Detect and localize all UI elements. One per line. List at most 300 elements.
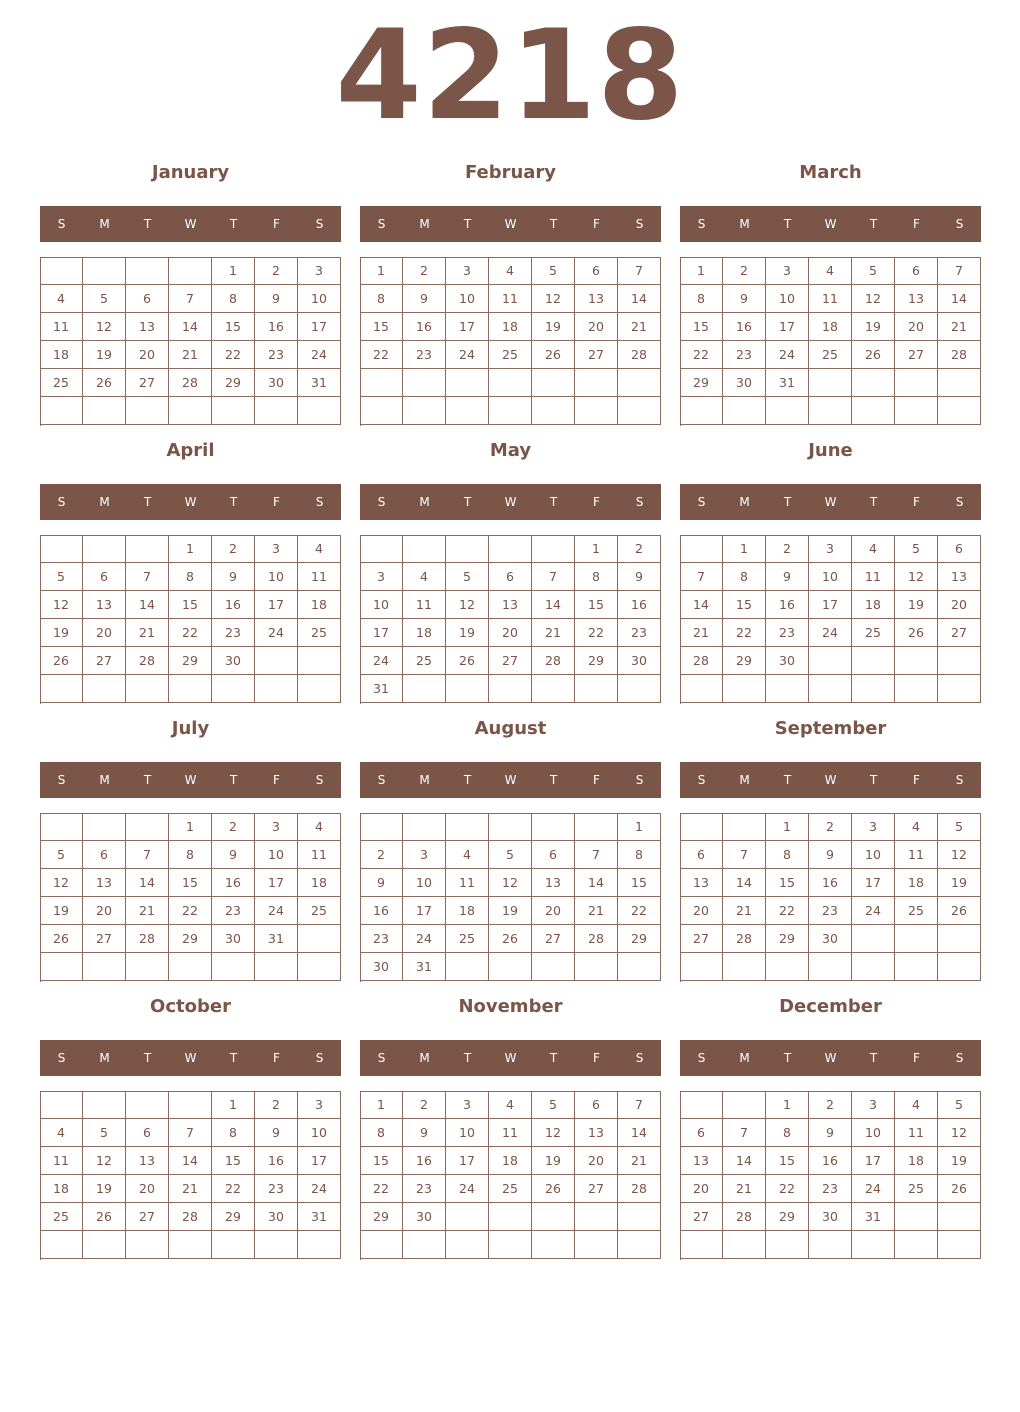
day-cell: 28 <box>938 341 981 369</box>
day-cell: 4 <box>895 1091 938 1119</box>
day-cell: 27 <box>489 647 532 675</box>
empty-day-cell <box>532 369 575 397</box>
day-cell: 6 <box>575 257 618 285</box>
day-cell: 25 <box>895 1175 938 1203</box>
day-cell: 16 <box>809 1147 852 1175</box>
day-cell: 10 <box>255 563 298 591</box>
empty-day-cell <box>403 369 446 397</box>
weekday-label: F <box>593 773 600 787</box>
empty-day-cell <box>532 535 575 563</box>
day-cell: 15 <box>360 1147 403 1175</box>
empty-day-cell <box>169 397 212 425</box>
weekday-header <box>360 484 661 520</box>
day-cell: 25 <box>298 619 341 647</box>
day-cell: 24 <box>255 619 298 647</box>
day-cell: 17 <box>852 869 895 897</box>
empty-day-cell <box>938 1203 981 1231</box>
empty-day-cell <box>809 397 852 425</box>
weekday-label: S <box>955 495 964 509</box>
weekday-label: S <box>377 217 386 231</box>
day-cell: 5 <box>532 257 575 285</box>
day-cell: 11 <box>809 285 852 313</box>
day-cell: 13 <box>126 1147 169 1175</box>
day-cell: 11 <box>489 285 532 313</box>
day-cell: 8 <box>212 285 255 313</box>
day-cell: 19 <box>852 313 895 341</box>
day-cell: 27 <box>575 1175 618 1203</box>
month-title: January <box>151 162 230 183</box>
day-cell: 27 <box>938 619 981 647</box>
day-cell: 11 <box>403 591 446 619</box>
empty-day-cell <box>126 535 169 563</box>
empty-day-cell <box>298 1231 341 1259</box>
empty-day-cell <box>40 813 83 841</box>
day-cell: 3 <box>255 813 298 841</box>
day-cell: 4 <box>489 257 532 285</box>
empty-day-cell <box>532 397 575 425</box>
month-december <box>680 990 981 1260</box>
weekday-label: M <box>419 1051 430 1065</box>
day-cell: 28 <box>169 1203 212 1231</box>
empty-day-cell <box>298 925 341 953</box>
day-cell: 25 <box>403 647 446 675</box>
day-cell: 21 <box>169 1175 212 1203</box>
day-cell: 30 <box>255 1203 298 1231</box>
day-cell: 9 <box>809 841 852 869</box>
empty-day-cell <box>169 1231 212 1259</box>
day-cell: 1 <box>618 813 661 841</box>
day-cell: 18 <box>446 897 489 925</box>
day-cell: 28 <box>723 1203 766 1231</box>
day-cell: 19 <box>446 619 489 647</box>
day-cell: 2 <box>766 535 809 563</box>
weekday-label: T <box>549 1051 558 1065</box>
weekday-label: F <box>273 773 280 787</box>
day-cell: 26 <box>852 341 895 369</box>
empty-day-cell <box>126 257 169 285</box>
day-cell: 29 <box>169 925 212 953</box>
day-cell: 1 <box>360 257 403 285</box>
day-cell: 30 <box>618 647 661 675</box>
day-cell: 14 <box>618 285 661 313</box>
month-title: July <box>171 718 210 739</box>
day-cell: 7 <box>618 1091 661 1119</box>
weekday-label: S <box>57 773 66 787</box>
day-cell: 14 <box>723 869 766 897</box>
day-cell: 10 <box>852 1119 895 1147</box>
day-cell: 13 <box>575 285 618 313</box>
day-cell: 5 <box>489 841 532 869</box>
day-cell: 27 <box>575 341 618 369</box>
empty-day-cell <box>40 1231 83 1259</box>
weekday-label: T <box>143 217 152 231</box>
day-cell: 14 <box>126 591 169 619</box>
empty-day-cell <box>360 813 403 841</box>
day-cell: 14 <box>532 591 575 619</box>
empty-day-cell <box>446 813 489 841</box>
day-cell: 20 <box>489 619 532 647</box>
day-cell: 29 <box>360 1203 403 1231</box>
day-cell: 30 <box>809 1203 852 1231</box>
day-grid <box>680 813 981 982</box>
day-cell: 14 <box>126 869 169 897</box>
day-cell: 18 <box>40 341 83 369</box>
day-cell: 30 <box>809 925 852 953</box>
day-cell: 12 <box>40 591 83 619</box>
empty-day-cell <box>532 1231 575 1259</box>
day-cell: 23 <box>723 341 766 369</box>
day-cell: 15 <box>723 591 766 619</box>
day-cell: 23 <box>360 925 403 953</box>
day-cell: 24 <box>298 341 341 369</box>
empty-day-cell <box>83 397 126 425</box>
weekday-label: S <box>315 495 324 509</box>
weekday-label: S <box>955 217 964 231</box>
weekday-label: T <box>463 495 472 509</box>
day-cell: 8 <box>575 563 618 591</box>
day-cell: 15 <box>212 1147 255 1175</box>
day-cell: 22 <box>212 341 255 369</box>
day-cell: 1 <box>766 813 809 841</box>
day-cell: 30 <box>723 369 766 397</box>
empty-day-cell <box>126 397 169 425</box>
day-cell: 21 <box>618 1147 661 1175</box>
empty-day-cell <box>895 397 938 425</box>
weekday-label: M <box>419 495 430 509</box>
weekday-label: S <box>315 1051 324 1065</box>
empty-day-cell <box>618 675 661 703</box>
empty-day-cell <box>403 1231 446 1259</box>
month-march <box>680 156 981 426</box>
day-cell: 13 <box>575 1119 618 1147</box>
weekday-label: T <box>229 773 238 787</box>
day-cell: 17 <box>446 1147 489 1175</box>
weekday-label: M <box>419 773 430 787</box>
empty-day-cell <box>852 1231 895 1259</box>
day-cell: 25 <box>852 619 895 647</box>
empty-day-cell <box>575 675 618 703</box>
day-cell: 25 <box>298 897 341 925</box>
day-cell: 2 <box>212 535 255 563</box>
weekday-header <box>40 484 341 520</box>
day-cell: 23 <box>255 341 298 369</box>
day-cell: 29 <box>618 925 661 953</box>
day-cell: 30 <box>212 647 255 675</box>
day-cell: 9 <box>766 563 809 591</box>
day-cell: 20 <box>126 1175 169 1203</box>
weekday-header <box>680 206 981 242</box>
day-cell: 19 <box>532 1147 575 1175</box>
empty-day-cell <box>532 1203 575 1231</box>
weekday-label: S <box>635 217 644 231</box>
day-cell: 22 <box>618 897 661 925</box>
day-cell: 29 <box>766 1203 809 1231</box>
day-cell: 22 <box>212 1175 255 1203</box>
weekday-label: S <box>377 495 386 509</box>
weekday-label: W <box>824 1051 837 1065</box>
day-cell: 2 <box>403 257 446 285</box>
day-cell: 10 <box>403 869 446 897</box>
day-cell: 19 <box>532 313 575 341</box>
empty-day-cell <box>618 369 661 397</box>
day-cell: 22 <box>766 897 809 925</box>
empty-day-cell <box>360 1231 403 1259</box>
empty-day-cell <box>40 675 83 703</box>
empty-day-cell <box>298 675 341 703</box>
day-cell: 27 <box>83 647 126 675</box>
month-september <box>680 712 981 982</box>
empty-day-cell <box>40 257 83 285</box>
empty-day-cell <box>532 813 575 841</box>
day-cell: 25 <box>446 925 489 953</box>
empty-day-cell <box>938 953 981 981</box>
day-cell: 7 <box>680 563 723 591</box>
day-cell: 26 <box>83 1203 126 1231</box>
weekday-label: M <box>739 217 750 231</box>
empty-day-cell <box>852 369 895 397</box>
day-cell: 19 <box>938 869 981 897</box>
day-cell: 31 <box>852 1203 895 1231</box>
day-cell: 26 <box>83 369 126 397</box>
month-october <box>40 990 341 1260</box>
day-cell: 6 <box>532 841 575 869</box>
day-cell: 22 <box>169 897 212 925</box>
day-cell: 3 <box>255 535 298 563</box>
empty-day-cell <box>40 397 83 425</box>
day-cell: 1 <box>360 1091 403 1119</box>
day-cell: 23 <box>809 897 852 925</box>
day-cell: 12 <box>446 591 489 619</box>
day-cell: 14 <box>169 1147 212 1175</box>
day-cell: 16 <box>618 591 661 619</box>
day-cell: 19 <box>40 897 83 925</box>
empty-day-cell <box>489 535 532 563</box>
day-cell: 8 <box>723 563 766 591</box>
day-cell: 18 <box>489 313 532 341</box>
month-august <box>360 712 661 982</box>
weekday-label: W <box>824 217 837 231</box>
empty-day-cell <box>680 397 723 425</box>
day-cell: 29 <box>766 925 809 953</box>
day-cell: 10 <box>298 1119 341 1147</box>
empty-day-cell <box>446 675 489 703</box>
day-cell: 12 <box>83 1147 126 1175</box>
day-cell: 27 <box>126 1203 169 1231</box>
day-cell: 31 <box>298 1203 341 1231</box>
day-cell: 3 <box>809 535 852 563</box>
day-cell: 24 <box>360 647 403 675</box>
day-cell: 7 <box>575 841 618 869</box>
day-cell: 17 <box>298 1147 341 1175</box>
empty-day-cell <box>938 397 981 425</box>
month-title: November <box>458 996 563 1017</box>
day-cell: 31 <box>766 369 809 397</box>
day-cell: 11 <box>298 563 341 591</box>
weekday-label: T <box>143 1051 152 1065</box>
day-cell: 22 <box>575 619 618 647</box>
weekday-label: F <box>913 217 920 231</box>
weekday-label: T <box>229 1051 238 1065</box>
empty-day-cell <box>446 535 489 563</box>
month-june <box>680 434 981 704</box>
empty-day-cell <box>575 1203 618 1231</box>
empty-day-cell <box>40 535 83 563</box>
day-cell: 1 <box>723 535 766 563</box>
day-cell: 3 <box>403 841 446 869</box>
empty-day-cell <box>489 397 532 425</box>
empty-day-cell <box>298 953 341 981</box>
empty-day-cell <box>255 953 298 981</box>
day-cell: 3 <box>360 563 403 591</box>
day-cell: 29 <box>575 647 618 675</box>
weekday-label: T <box>783 217 792 231</box>
day-cell: 22 <box>360 1175 403 1203</box>
day-cell: 8 <box>360 1119 403 1147</box>
day-cell: 6 <box>895 257 938 285</box>
empty-day-cell <box>895 1231 938 1259</box>
weekday-label: S <box>377 773 386 787</box>
weekday-label: W <box>184 495 197 509</box>
day-cell: 6 <box>938 535 981 563</box>
empty-day-cell <box>852 953 895 981</box>
day-cell: 10 <box>298 285 341 313</box>
day-cell: 2 <box>255 1091 298 1119</box>
day-cell: 11 <box>40 313 83 341</box>
empty-day-cell <box>575 953 618 981</box>
weekday-label: T <box>869 495 878 509</box>
day-cell: 15 <box>169 869 212 897</box>
day-cell: 13 <box>938 563 981 591</box>
day-cell: 6 <box>126 285 169 313</box>
weekday-label: T <box>783 495 792 509</box>
empty-day-cell <box>809 953 852 981</box>
weekday-label: S <box>315 217 324 231</box>
day-cell: 23 <box>212 619 255 647</box>
empty-day-cell <box>83 1231 126 1259</box>
day-cell: 18 <box>852 591 895 619</box>
day-cell: 24 <box>809 619 852 647</box>
month-title: March <box>799 162 862 183</box>
day-cell: 20 <box>575 1147 618 1175</box>
empty-day-cell <box>680 1091 723 1119</box>
weekday-label: T <box>549 217 558 231</box>
day-cell: 9 <box>360 869 403 897</box>
day-cell: 4 <box>489 1091 532 1119</box>
weekday-header <box>40 762 341 798</box>
weekday-header <box>360 206 661 242</box>
month-title: June <box>808 440 853 461</box>
day-cell: 6 <box>575 1091 618 1119</box>
day-cell: 15 <box>575 591 618 619</box>
weekday-header <box>360 1040 661 1076</box>
day-cell: 11 <box>895 841 938 869</box>
day-cell: 27 <box>532 925 575 953</box>
empty-day-cell <box>809 369 852 397</box>
empty-day-cell <box>680 535 723 563</box>
day-cell: 3 <box>298 257 341 285</box>
day-cell: 26 <box>895 619 938 647</box>
day-cell: 26 <box>489 925 532 953</box>
weekday-label: T <box>783 773 792 787</box>
empty-day-cell <box>938 369 981 397</box>
empty-day-cell <box>809 1231 852 1259</box>
weekday-label: W <box>824 495 837 509</box>
day-cell: 1 <box>766 1091 809 1119</box>
weekday-label: S <box>697 495 706 509</box>
weekday-label: W <box>504 773 517 787</box>
weekday-label: T <box>463 1051 472 1065</box>
day-cell: 19 <box>938 1147 981 1175</box>
month-title: December <box>779 996 882 1017</box>
day-cell: 3 <box>852 813 895 841</box>
day-cell: 1 <box>212 1091 255 1119</box>
day-cell: 18 <box>895 869 938 897</box>
empty-day-cell <box>126 1231 169 1259</box>
day-cell: 22 <box>766 1175 809 1203</box>
day-cell: 2 <box>618 535 661 563</box>
day-cell: 28 <box>575 925 618 953</box>
empty-day-cell <box>83 1091 126 1119</box>
empty-day-cell <box>446 953 489 981</box>
day-cell: 7 <box>169 1119 212 1147</box>
day-cell: 10 <box>360 591 403 619</box>
weekday-label: F <box>273 1051 280 1065</box>
month-title: August <box>474 718 547 739</box>
day-cell: 30 <box>403 1203 446 1231</box>
day-cell: 17 <box>298 313 341 341</box>
weekday-label: F <box>913 495 920 509</box>
empty-day-cell <box>403 397 446 425</box>
day-cell: 28 <box>169 369 212 397</box>
empty-day-cell <box>446 1203 489 1231</box>
empty-day-cell <box>723 397 766 425</box>
weekday-label: S <box>697 1051 706 1065</box>
day-cell: 25 <box>809 341 852 369</box>
day-cell: 30 <box>255 369 298 397</box>
day-cell: 13 <box>126 313 169 341</box>
day-cell: 13 <box>83 591 126 619</box>
day-cell: 25 <box>40 369 83 397</box>
weekday-label: F <box>913 1051 920 1065</box>
empty-day-cell <box>403 675 446 703</box>
empty-day-cell <box>126 953 169 981</box>
day-cell: 16 <box>766 591 809 619</box>
weekday-label: S <box>315 773 324 787</box>
weekday-label: F <box>273 217 280 231</box>
day-cell: 20 <box>575 313 618 341</box>
empty-day-cell <box>489 1203 532 1231</box>
empty-day-cell <box>360 397 403 425</box>
empty-day-cell <box>126 813 169 841</box>
day-cell: 19 <box>895 591 938 619</box>
empty-day-cell <box>446 397 489 425</box>
day-cell: 21 <box>680 619 723 647</box>
empty-day-cell <box>895 647 938 675</box>
day-cell: 11 <box>298 841 341 869</box>
empty-day-cell <box>895 925 938 953</box>
empty-day-cell <box>895 953 938 981</box>
weekday-label: T <box>549 495 558 509</box>
day-cell: 6 <box>126 1119 169 1147</box>
day-cell: 17 <box>360 619 403 647</box>
weekday-label: S <box>635 773 644 787</box>
day-cell: 10 <box>446 1119 489 1147</box>
day-cell: 9 <box>618 563 661 591</box>
empty-day-cell <box>766 675 809 703</box>
day-cell: 24 <box>446 341 489 369</box>
day-grid <box>680 535 981 704</box>
day-cell: 19 <box>40 619 83 647</box>
